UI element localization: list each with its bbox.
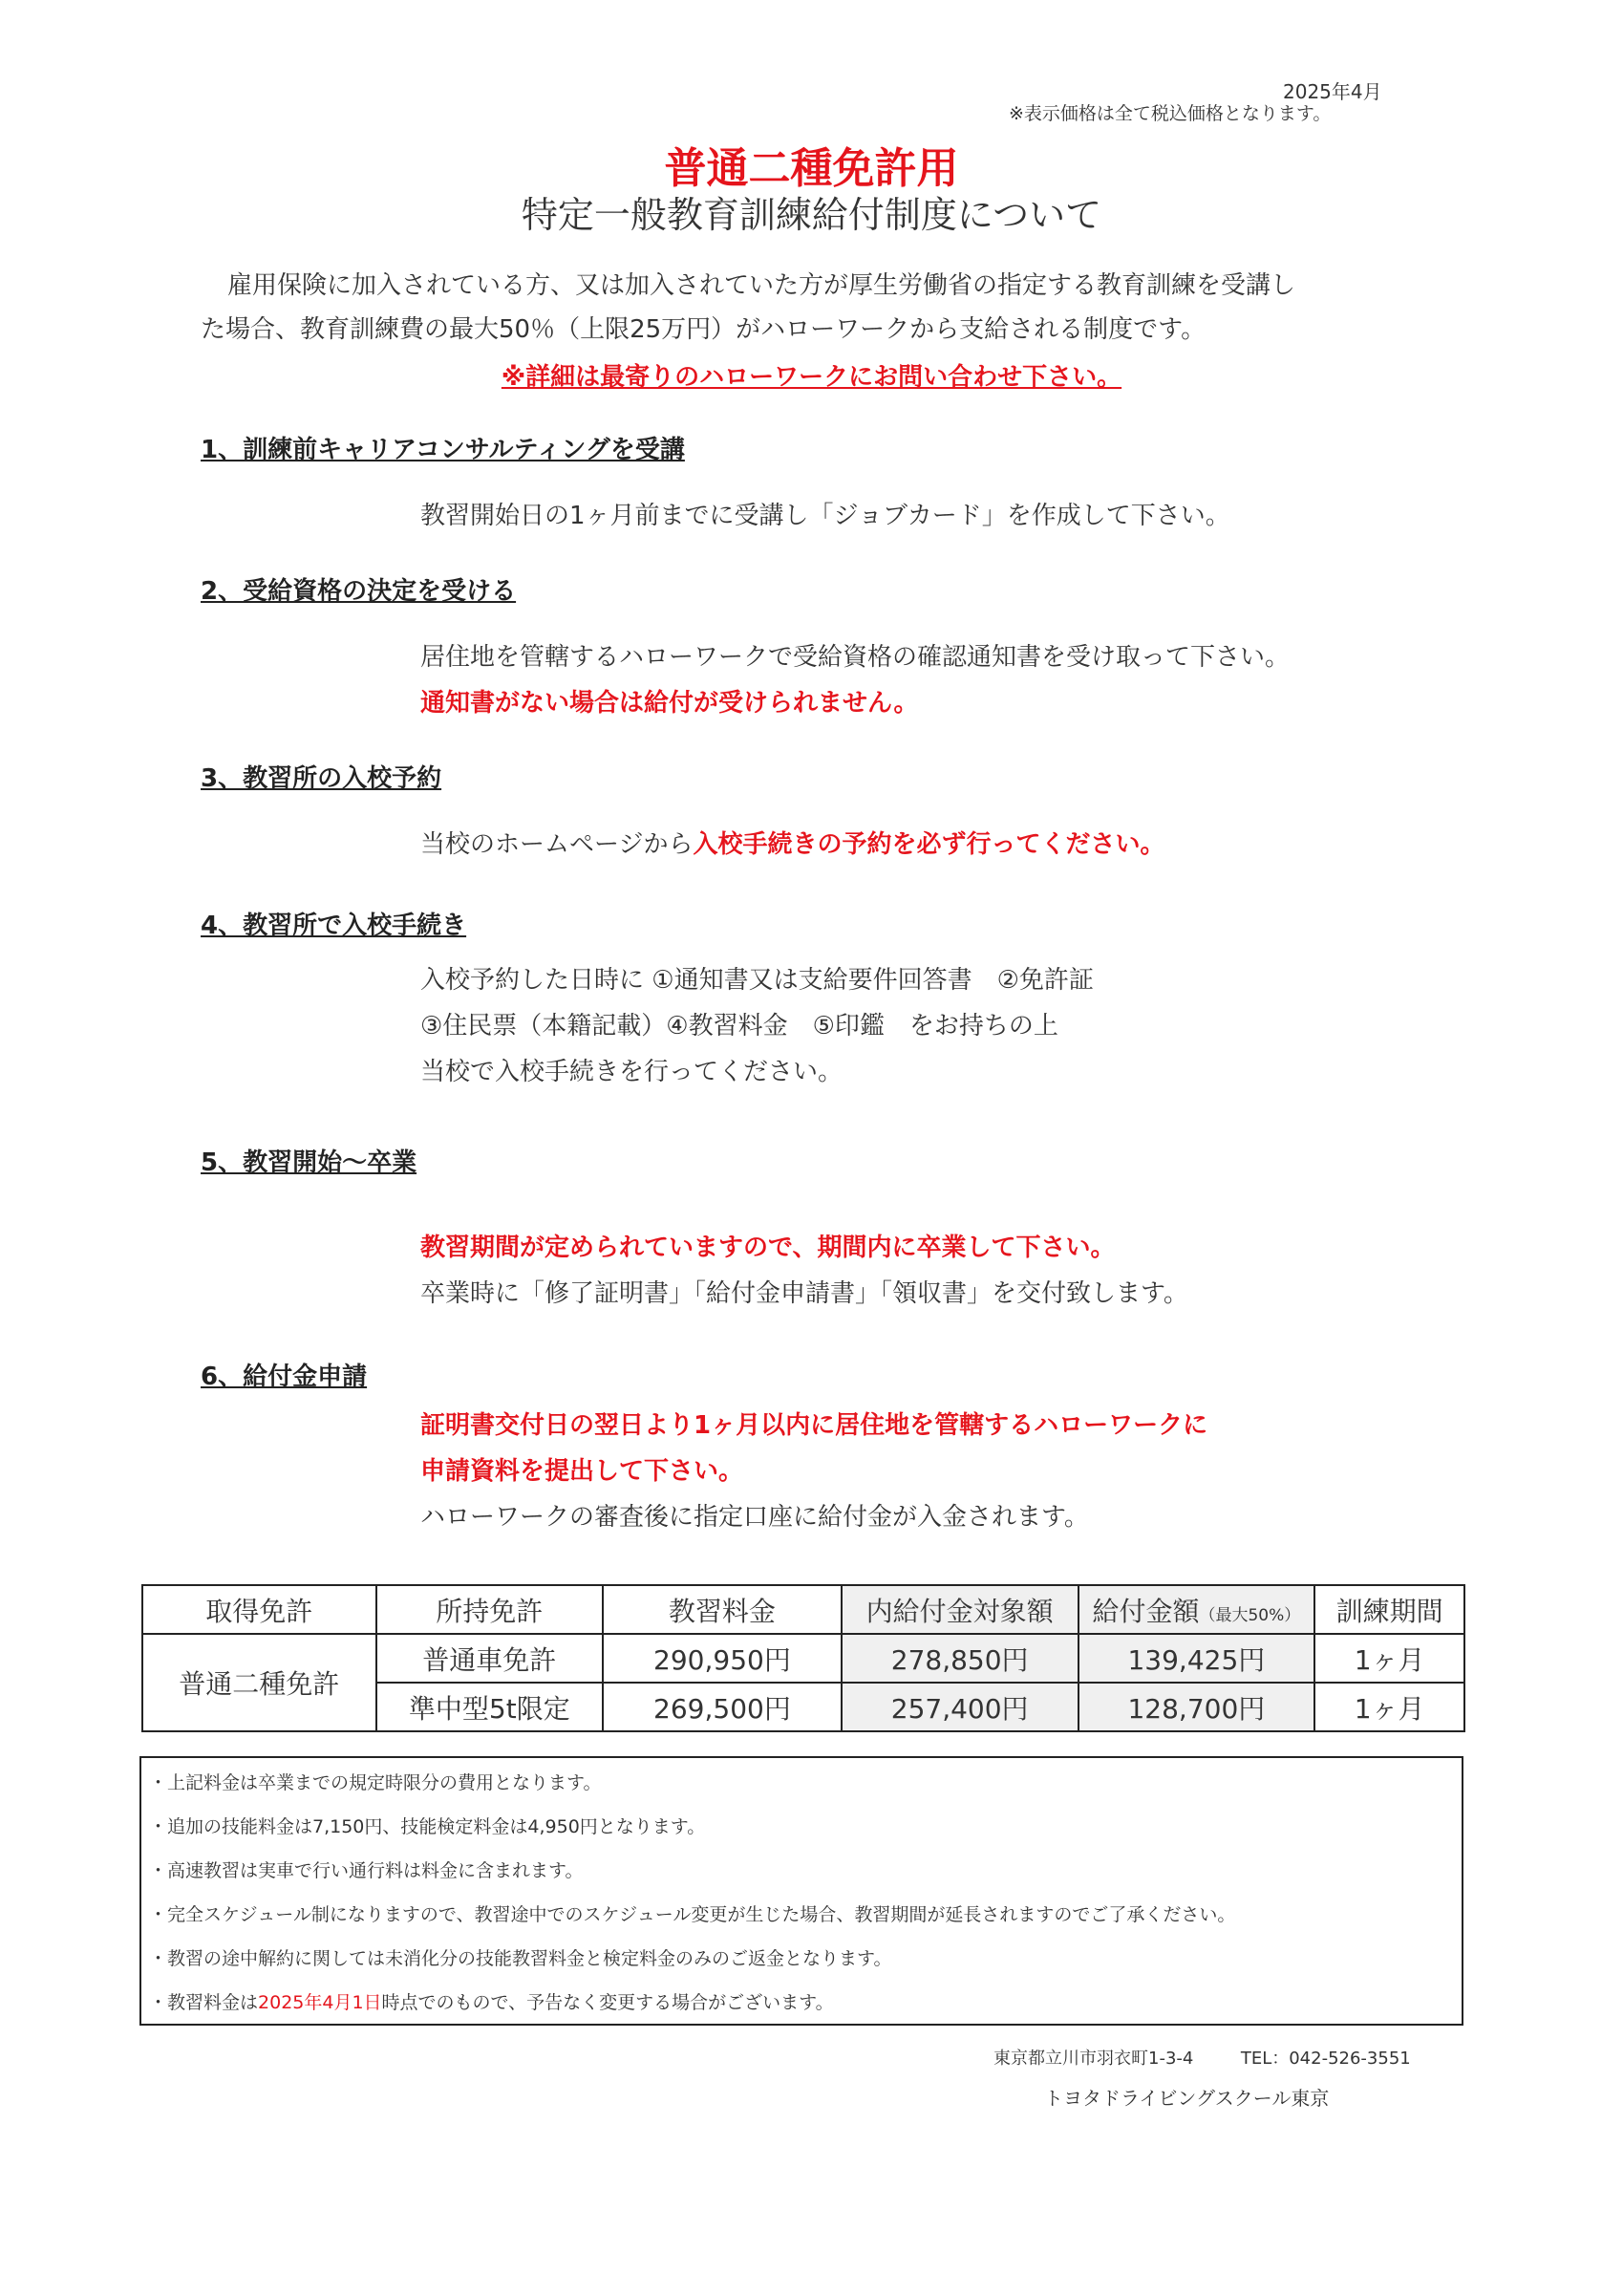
step-6-heading: 6、給付金申請 <box>201 1363 368 1391</box>
footer-tel: TEL：042-526-3551 <box>1240 2049 1411 2069</box>
note-item: ・教習の途中解約に関しては未消化分の技能教習料金と検定料金のみのご返金となります。 <box>149 1948 892 1969</box>
header-license: 取得免許 <box>142 1585 376 1634</box>
step-6-warning-1: 証明書交付日の翌日より1ヶ月以内に居住地を管轄するハローワークに <box>420 1411 1208 1440</box>
fee-table <box>141 1584 1465 1732</box>
benefit-cell: 128,700円 <box>1078 1683 1315 1731</box>
step-5-warning: 教習期間が定められていますので、期間内に卒業して下さい。 <box>420 1234 1116 1262</box>
table-row <box>142 1634 1464 1683</box>
step-3-warning: 入校手続きの予約を必ず行ってください。 <box>693 830 1165 859</box>
page-title: 普通二種免許用 <box>664 144 959 193</box>
step-5-heading: 5、教習開始～卒業 <box>201 1148 417 1177</box>
intro-line-2: た場合、教育訓練費の最大50％（上限25万円）がハローワークから支給される制度です。 <box>201 315 1207 344</box>
step-4-line-1: 入校予約した日時に ①通知書又は支給要件回答書 ②免許証 <box>420 966 1094 995</box>
header-held-license: 所持免許 <box>376 1585 604 1634</box>
step-1-heading: 1、訓練前キャリアコンサルティングを受講 <box>201 436 685 464</box>
header-fee: 教習料金 <box>603 1585 842 1634</box>
tax-note: ※表示価格は全て税込価格となります。 <box>1009 103 1332 124</box>
issue-date: 2025年4月 <box>1283 80 1382 103</box>
note-item-last <box>149 1987 1462 2031</box>
held-license-cell: 普通車免許 <box>376 1634 604 1683</box>
step-6-line: ハローワークの審査後に指定口座に給付金が入金されます。 <box>420 1503 1089 1532</box>
step-5-line: 卒業時に「修了証明書」「給付金申請書」「領収書」を交付致します。 <box>420 1279 1188 1308</box>
step-3-body <box>420 822 1165 868</box>
step-2-warning: 通知書がない場合は給付が受けられません。 <box>420 689 919 718</box>
header-eligible: 内給付金対象額 <box>842 1585 1078 1634</box>
table-header-row <box>142 1585 1464 1634</box>
step-5-body <box>420 1225 1188 1317</box>
step-2-line: 居住地を管轄するハローワークで受給資格の確認通知書を受け取って下さい。 <box>420 643 1291 672</box>
note-last-prefix: ・教習料金は <box>149 1992 259 2013</box>
step-1-body <box>420 493 1230 539</box>
note-item: ・追加の技能料金は7,150円、技能検定料金は4,950円となります。 <box>149 1816 706 1837</box>
step-4-heading: 4、教習所で入校手続き <box>201 912 467 940</box>
benefit-cell: 139,425円 <box>1078 1634 1315 1683</box>
step-4-line-3: 当校で入校手続きを行ってください。 <box>420 1058 844 1086</box>
page-subtitle: 特定一般教育訓練給付制度について <box>521 194 1102 236</box>
header-period: 訓練期間 <box>1314 1585 1464 1634</box>
step-2-heading: 2、受給資格の決定を受ける <box>201 577 517 606</box>
step-1-line: 教習開始日の1ヶ月前までに受講し「ジョブカード」を作成して下さい。 <box>420 502 1230 530</box>
step-3-heading: 3、教習所の入校予約 <box>201 764 442 793</box>
note-item: ・完全スケジュール制になりますので、教習途中でのスケジュール変更が生じた場合、教習期間が延長されますのでご了承ください。 <box>149 1904 1236 1925</box>
notes-box <box>139 1756 1463 2026</box>
header-benefit-label: 給付金額 <box>1092 1595 1200 1627</box>
step-4-line-2: ③住民票（本籍記載）④教習料金 ⑤印鑑 をお持ちの上 <box>420 1012 1058 1041</box>
header-benefit <box>1078 1585 1315 1634</box>
note-item: ・高速教習は実車で行い通行料は料金に含まれます。 <box>149 1860 584 1881</box>
header-benefit-note: （最大50%） <box>1199 1605 1301 1625</box>
step-3-text: 当校のホームページから <box>420 830 694 859</box>
detail-note: ※詳細は最寄りのハローワークにお問い合わせ下さい。 <box>501 363 1122 392</box>
step-2-body <box>420 634 1290 726</box>
step-6-body <box>420 1403 1207 1540</box>
period-cell: 1ヶ月 <box>1314 1683 1464 1731</box>
eligible-cell: 278,850円 <box>842 1634 1078 1683</box>
intro-line-1: 雇用保険に加入されている方、又は加入されていた方が厚生労働省の指定する教育訓練を受講し <box>227 271 1296 300</box>
step-6-warning-2: 申請資料を提出して下さい。 <box>420 1457 744 1486</box>
note-item: ・上記料金は卒業までの規定時限分の費用となります。 <box>149 1772 602 1793</box>
license-name-cell: 普通二種免許 <box>142 1634 376 1731</box>
eligible-cell: 257,400円 <box>842 1683 1078 1731</box>
footer-address: 東京都立川市羽衣町1-3-4 <box>993 2049 1194 2069</box>
school-name: トヨタドライビングスクール東京 <box>1044 2087 1330 2110</box>
fee-cell: 290,950円 <box>603 1634 842 1683</box>
footer-address-line <box>993 2045 1411 2070</box>
fee-cell: 269,500円 <box>603 1683 842 1731</box>
period-cell: 1ヶ月 <box>1314 1634 1464 1683</box>
intro-paragraph <box>201 264 1442 352</box>
note-last-date: 2025年4月1日 <box>258 1992 382 2013</box>
note-last-suffix: 時点でのもので、予告なく変更する場合がございます。 <box>381 1992 834 2013</box>
step-4-body <box>420 957 1094 1095</box>
held-license-cell: 準中型5t限定 <box>376 1683 604 1731</box>
